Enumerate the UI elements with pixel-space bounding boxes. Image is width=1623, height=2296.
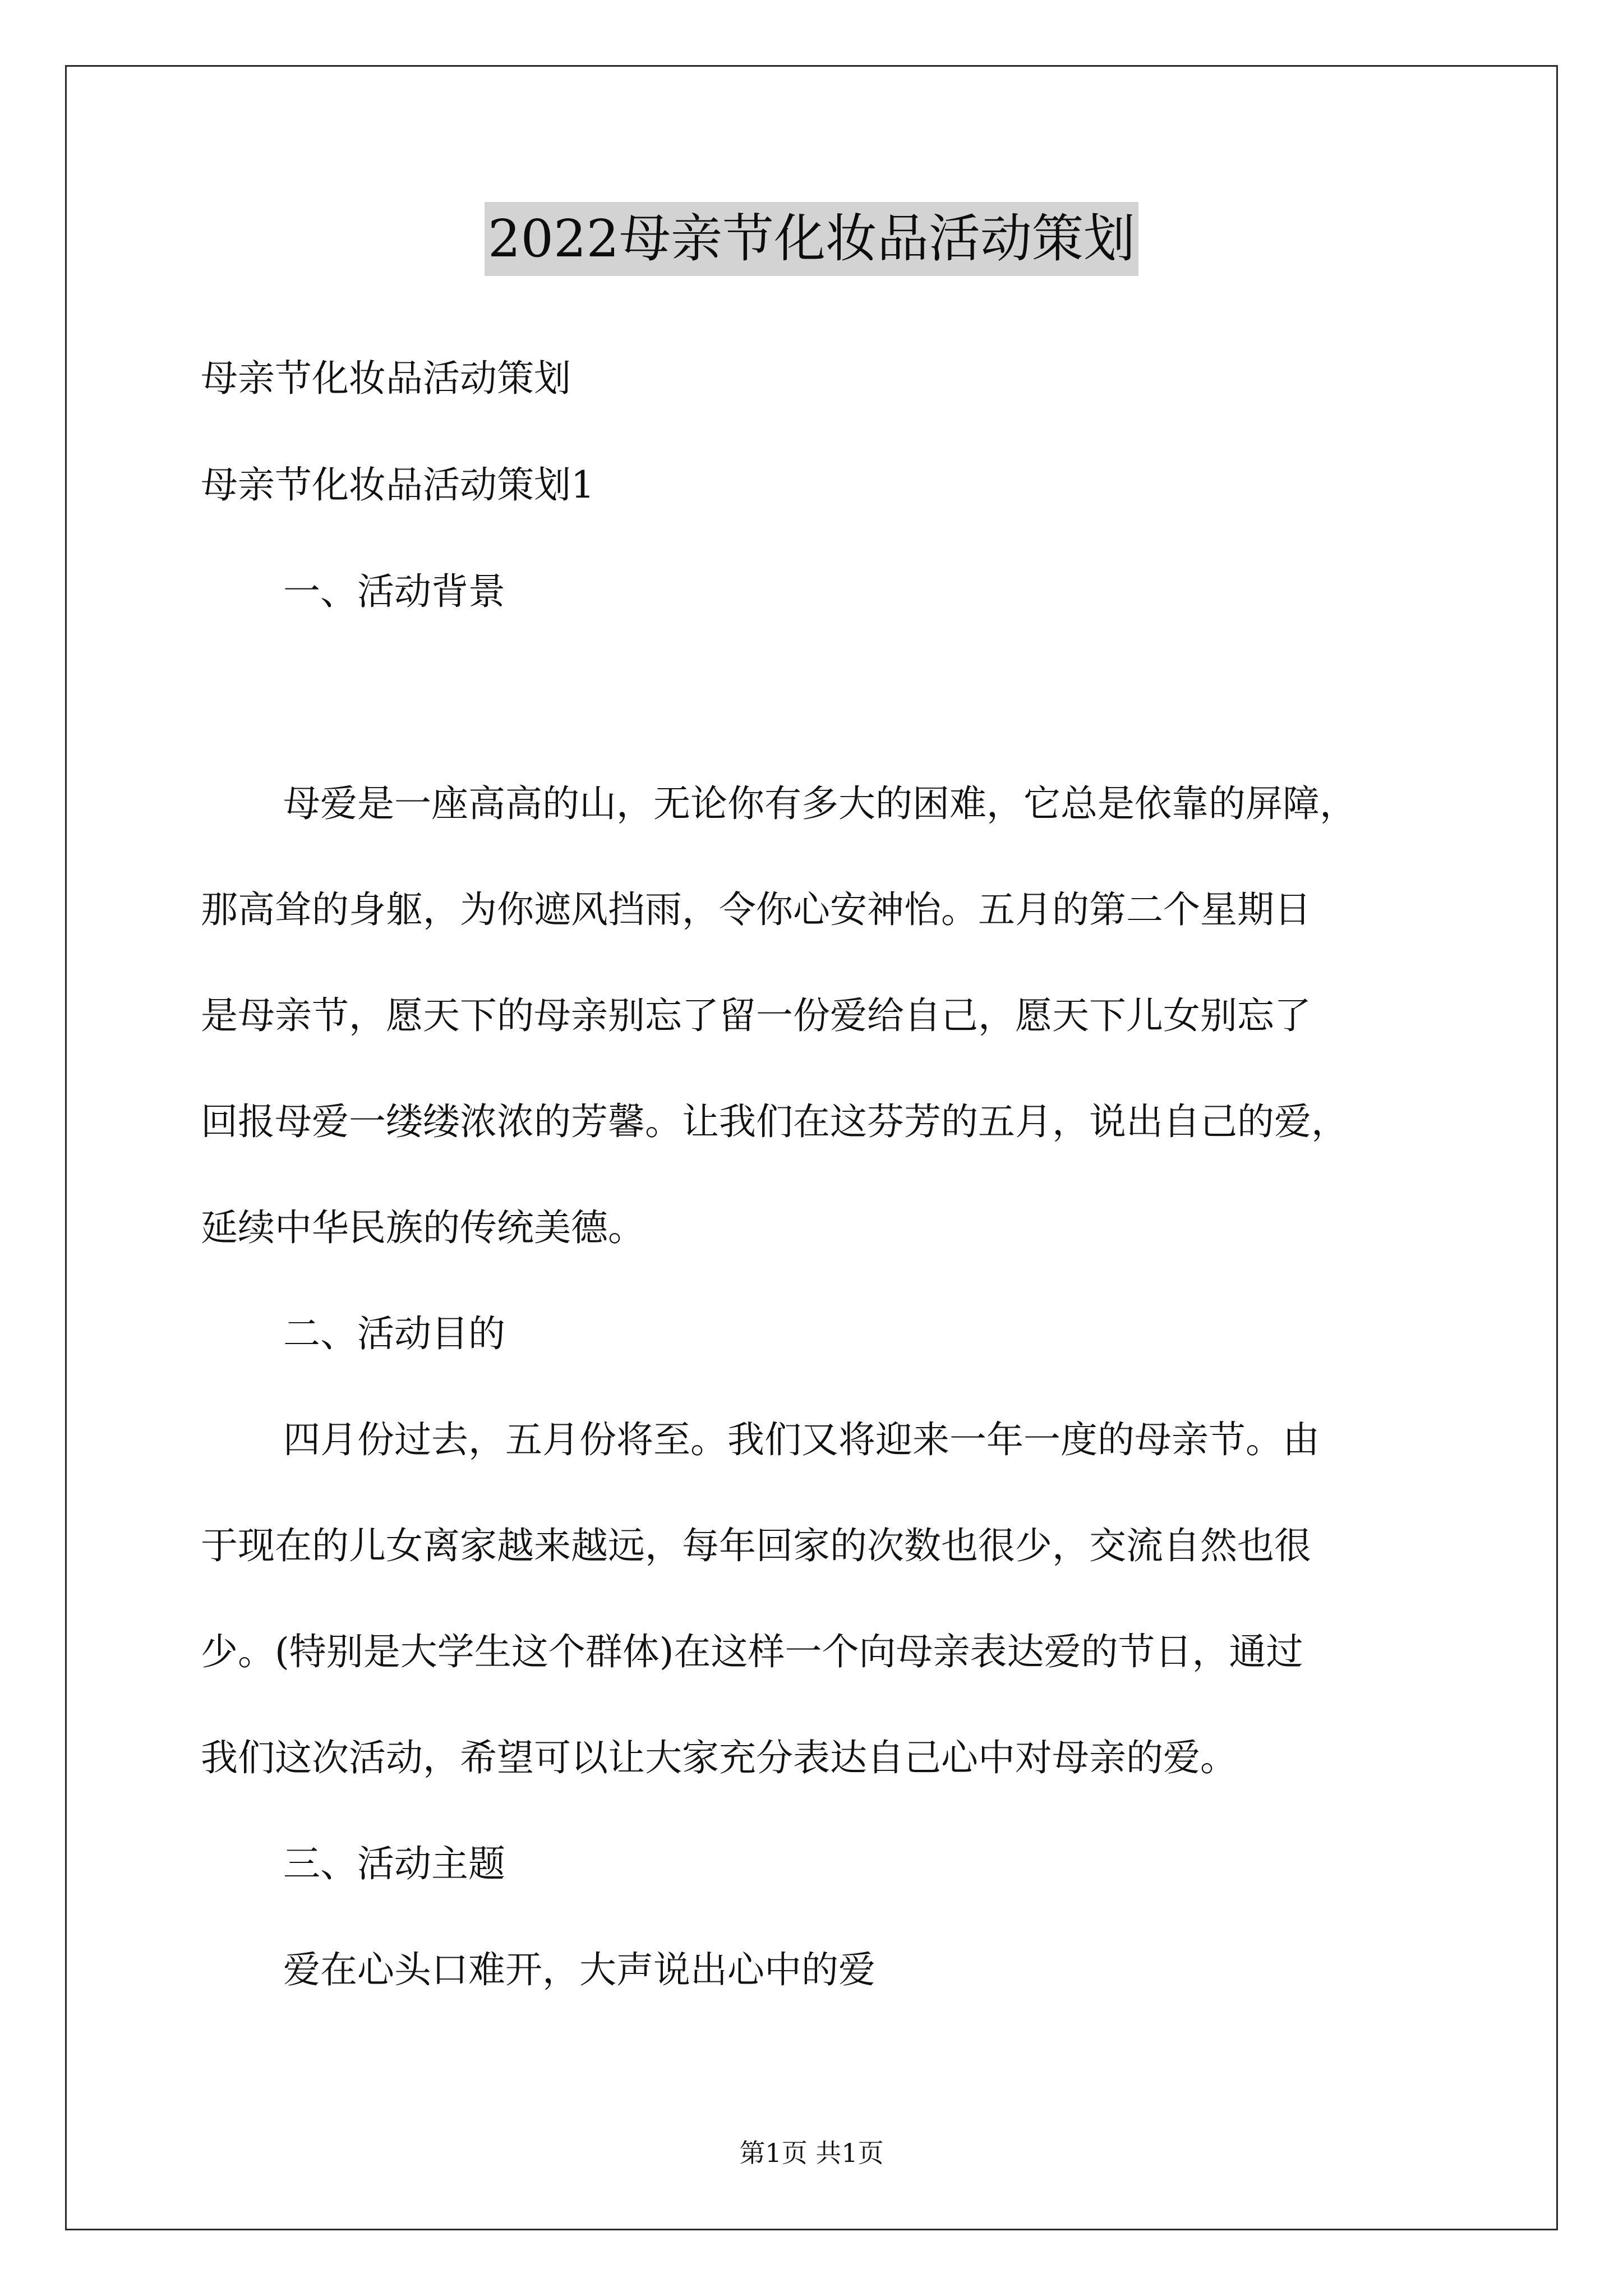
section-title: 母亲节化妆品活动策划1 bbox=[201, 463, 594, 507]
heading-background: 一、活动背景 bbox=[283, 570, 505, 613]
paragraph-line: 是母亲节，愿天下的母亲别忘了留一份爱给自己，愿天下儿女别忘了 bbox=[201, 994, 1311, 1037]
paragraph-line: 四月份过去，五月份将至。我们又将迎来一年一度的母亲节。由 bbox=[283, 1418, 1320, 1461]
page-number-footer: 第1页 共1页 bbox=[739, 2138, 884, 2168]
paragraph-line: 延续中华民族的传统美德。 bbox=[201, 1206, 645, 1249]
heading-theme: 三、活动主题 bbox=[283, 1842, 505, 1885]
paragraph-line: 少。(特别是大学生这个群体)在这样一个向母亲表达爱的节日，通过 bbox=[201, 1630, 1303, 1673]
paragraph-line: 那高耸的身躯，为你遮风挡雨，令你心安神怡。五月的第二个星期日 bbox=[201, 888, 1311, 931]
title-container bbox=[0, 202, 1623, 276]
theme-text: 爱在心头口难开，大声说出心中的爱 bbox=[283, 1948, 875, 1991]
document-title: 2022母亲节化妆品活动策划 bbox=[485, 202, 1138, 276]
paragraph-line: 于现在的儿女离家越来越远，每年回家的次数也很少，交流自然也很 bbox=[201, 1524, 1311, 1567]
paragraph-line: 母爱是一座高高的山，无论你有多大的困难，它总是依靠的屏障， bbox=[283, 782, 1357, 825]
heading-purpose: 二、活动目的 bbox=[283, 1312, 505, 1355]
paragraph-line: 回报母爱一缕缕浓浓的芳馨。让我们在这芬芳的五月，说出自己的爱， bbox=[201, 1100, 1348, 1143]
paragraph-line: 我们这次活动，希望可以让大家充分表达自己心中对母亲的爱。 bbox=[201, 1736, 1237, 1779]
document-subtitle: 母亲节化妆品活动策划 bbox=[201, 357, 571, 400]
